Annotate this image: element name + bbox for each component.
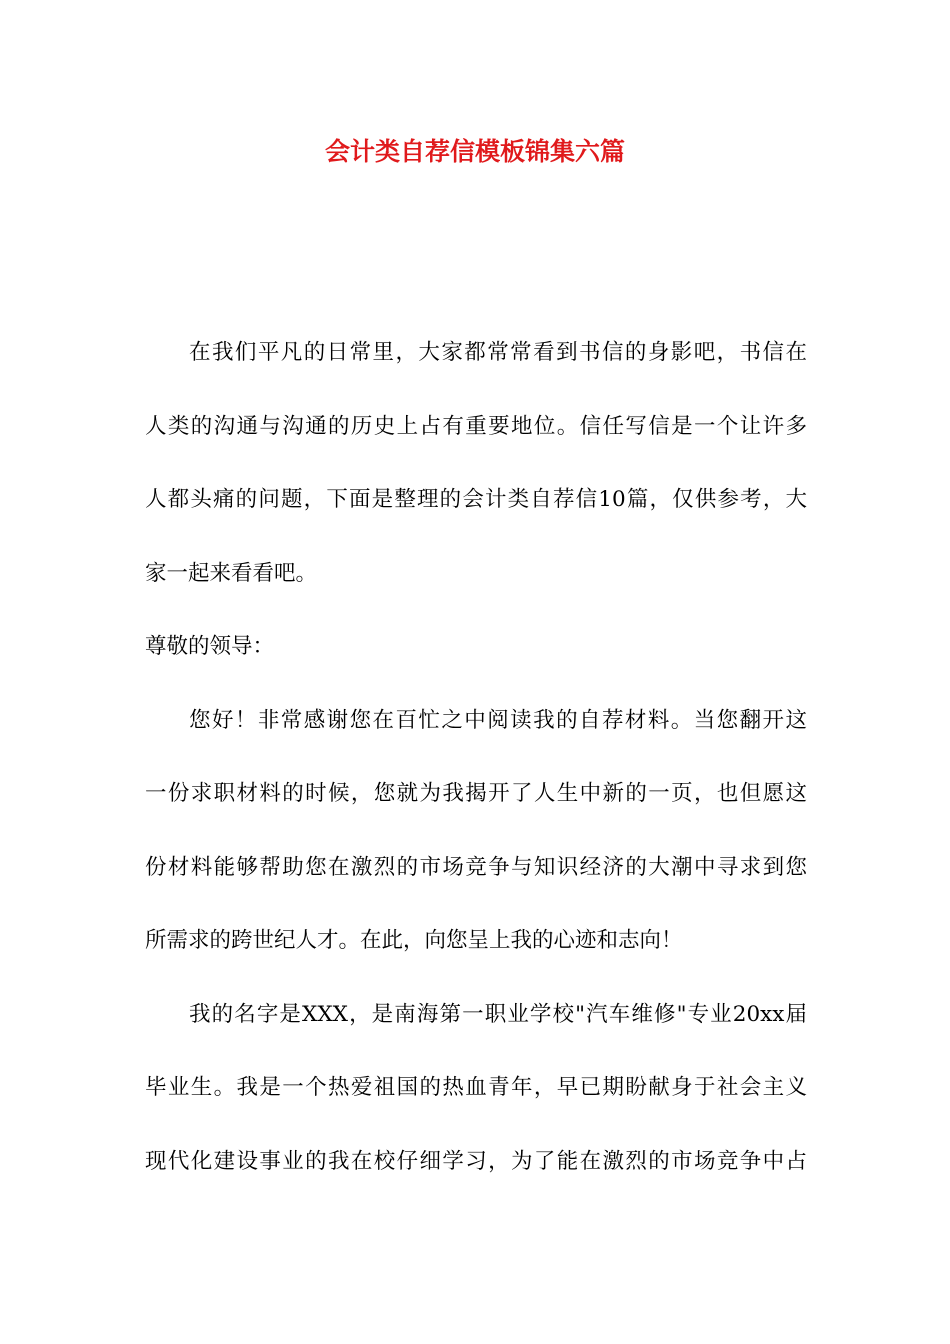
text-line: 人都头痛的问题，下面是整理的会计类自荐信10篇，仅供参考，大: [145, 487, 807, 512]
text-line: 人类的沟通与沟通的历史上占有重要地位。信任写信是一个让许多: [145, 413, 807, 439]
text-line: 家一起来看看吧。: [145, 560, 318, 586]
text-line: 现代化建设事业的我在校仔细学习，为了能在激烈的市场竞争中占: [145, 1148, 807, 1174]
text-line: 毕业生。我是一个热爱祖国的热血青年，早已期盼献身于社会主义: [145, 1075, 807, 1100]
text-line: 我的名字是XXX，是南海第一职业学校"汽车维修"专业20xx届: [189, 1001, 807, 1027]
salutation: 尊敬的领导：: [145, 634, 275, 659]
text-line: 一份求职材料的时候，您就为我揭开了人生中新的一页，也但愿这: [145, 781, 807, 806]
document-title: 会计类自荐信模板锦集六篇: [324, 137, 625, 166]
text-line: 在我们平凡的日常里，大家都常常看到书信的身影吧，书信在: [189, 340, 807, 365]
text-line: 您好！非常感谢您在百忙之中阅读我的自荐材料。当您翻开这: [189, 707, 807, 733]
text-line: 份材料能够帮助您在激烈的市场竞争与知识经济的大潮中寻求到您: [145, 854, 807, 880]
document-body: [145, 316, 807, 1198]
text-line: 所需求的跨世纪人才。在此，向您呈上我的心迹和志向！: [145, 928, 683, 953]
